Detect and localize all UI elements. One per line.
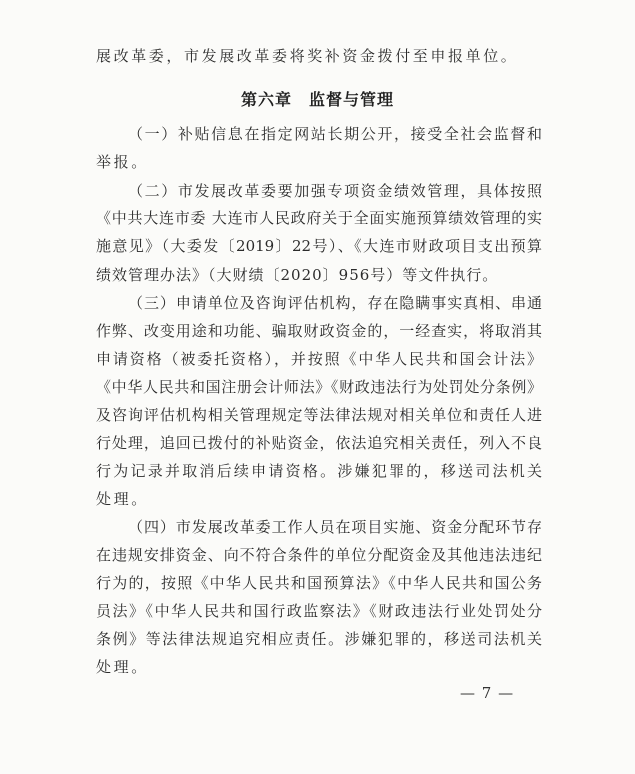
body-line: （二）市发展改革委要加强专项资金绩效管理，具体按照 xyxy=(128,182,542,200)
body-line: 行处理，追回已拨付的补贴资金，依法追究相关责任，列入不良 xyxy=(96,434,542,452)
body-line: 处理。 xyxy=(96,658,149,676)
body-line: 举报。 xyxy=(96,153,149,171)
body-line: 作弊、改变用途和功能、骗取财政资金的，一经查实，将取消其 xyxy=(96,322,542,340)
body-line: 展改革委，市发展改革委将奖补资金拨付至申报单位。 xyxy=(96,47,519,65)
chapter-heading: 第六章 监督与管理 xyxy=(240,90,394,109)
body-line: （四）市发展改革委工作人员在项目实施、资金分配环节存 xyxy=(128,518,542,536)
body-line: 施意见》（大委发〔2019〕22号）、《大连市财政项目支出预算 xyxy=(96,237,542,255)
body-line: （一）补贴信息在指定网站长期公开，接受全社会监督和 xyxy=(128,125,542,143)
body-line: 《中共大连市委 大连市人民政府关于全面实施预算绩效管理的实 xyxy=(96,209,542,227)
body-line: 申请资格（被委托资格），并按照《中华人民共和国会计法》 xyxy=(96,350,542,368)
body-line: 条例》等法律法规追究相应责任。涉嫌犯罪的，移送司法机关 xyxy=(96,630,542,648)
body-line: 行为的，按照《中华人民共和国预算法》《中华人民共和国公务 xyxy=(96,574,542,592)
body-line: 绩效管理办法》（大财绩〔2020〕956号）等文件执行。 xyxy=(96,266,499,284)
body-line: 行为记录并取消后续申请资格。涉嫌犯罪的，移送司法机关 xyxy=(96,462,542,480)
body-line: （三）申请单位及咨询评估机构，存在隐瞒事实真相、串通 xyxy=(128,294,542,312)
body-line: 《中华人民共和国注册会计师法》《财政违法行为处罚处分条例》 xyxy=(96,378,542,396)
body-line: 及咨询评估机构相关管理规定等法律法规对相关单位和责任人进 xyxy=(96,406,542,424)
body-line: 处理。 xyxy=(96,490,149,508)
body-line: 在违规安排资金、向不符合条件的单位分配资金及其他违法违纪 xyxy=(96,546,542,564)
body-line: 员法》《中华人民共和国行政监察法》《财政违法行业处罚处分 xyxy=(96,602,542,620)
page-number: — 7 — xyxy=(460,684,515,702)
